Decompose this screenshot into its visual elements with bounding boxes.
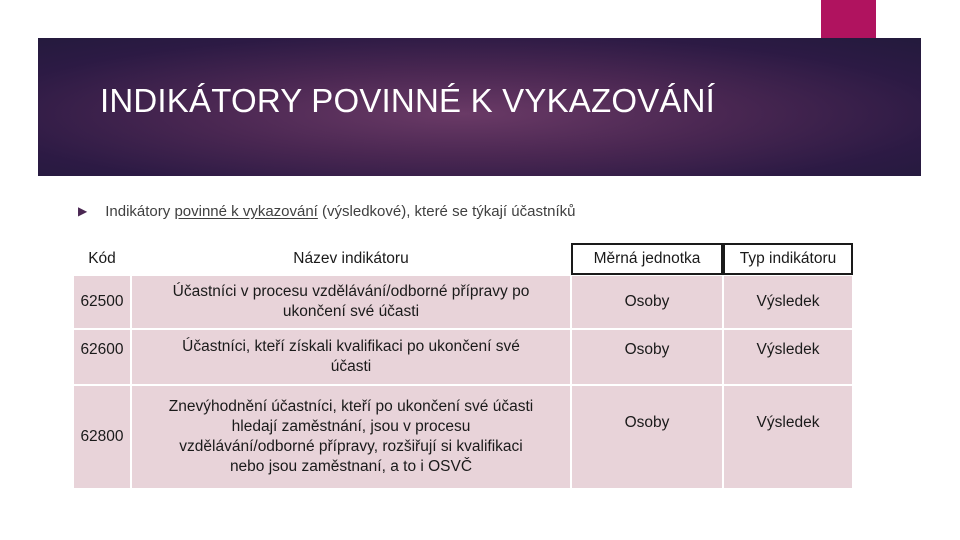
row-unit: Osoby [572,276,722,328]
table-row [74,386,852,488]
table-row [74,330,852,384]
row-type: Výsledek [724,386,852,488]
row-unit: Osoby [572,386,722,488]
row-name [132,330,570,384]
indicators-table [72,242,854,490]
row-name-line: Účastníci v procesu vzdělávání/odborné přípravy po [172,283,530,300]
row-name-line: nebo jsou zaměstnaní, a to i OSVČ [229,458,473,475]
row-name-line: vzdělávání/odborné přípravy, rozšiřují si kvalifikaci [179,438,523,455]
row-code: 62800 [74,386,130,488]
row-code: 62600 [74,330,130,384]
row-unit: Osoby [572,330,722,384]
bullet-suffix: (výsledkové), které se týkají účastníků [317,202,576,220]
row-name-line: hledají zaměstnání, jsou v procesu [231,418,471,435]
header-code: Kód [74,244,130,274]
header-type: Typ indikátoru [724,244,852,274]
header-unit: Měrná jednotka [572,244,722,274]
row-type: Výsledek [724,330,852,384]
row-code: 62500 [74,276,130,328]
header-name: Název indikátoru [132,244,570,274]
row-name [132,276,570,328]
table-row [74,276,852,328]
bullet-text [105,203,575,220]
bullet-arrow-icon: ▶ [78,204,88,218]
table-header-row [74,244,852,274]
row-name-line: ukončení své účasti [282,303,420,320]
slide-title: INDIKÁTORY POVINNÉ K VYKAZOVÁNÍ [100,82,716,119]
bullet-underlined: povinné k vykazování [174,202,318,220]
bullet-point [78,200,575,222]
row-name-line: účasti [330,358,372,375]
row-type: Výsledek [724,276,852,328]
row-name [132,386,570,488]
row-name-line: Znevýhodnění účastníci, kteří po ukončení své účasti [168,398,534,415]
bullet-prefix: Indikátory [105,202,175,220]
row-name-line: Účastníci, kteří získali kvalifikaci po ukončení své [182,338,520,355]
